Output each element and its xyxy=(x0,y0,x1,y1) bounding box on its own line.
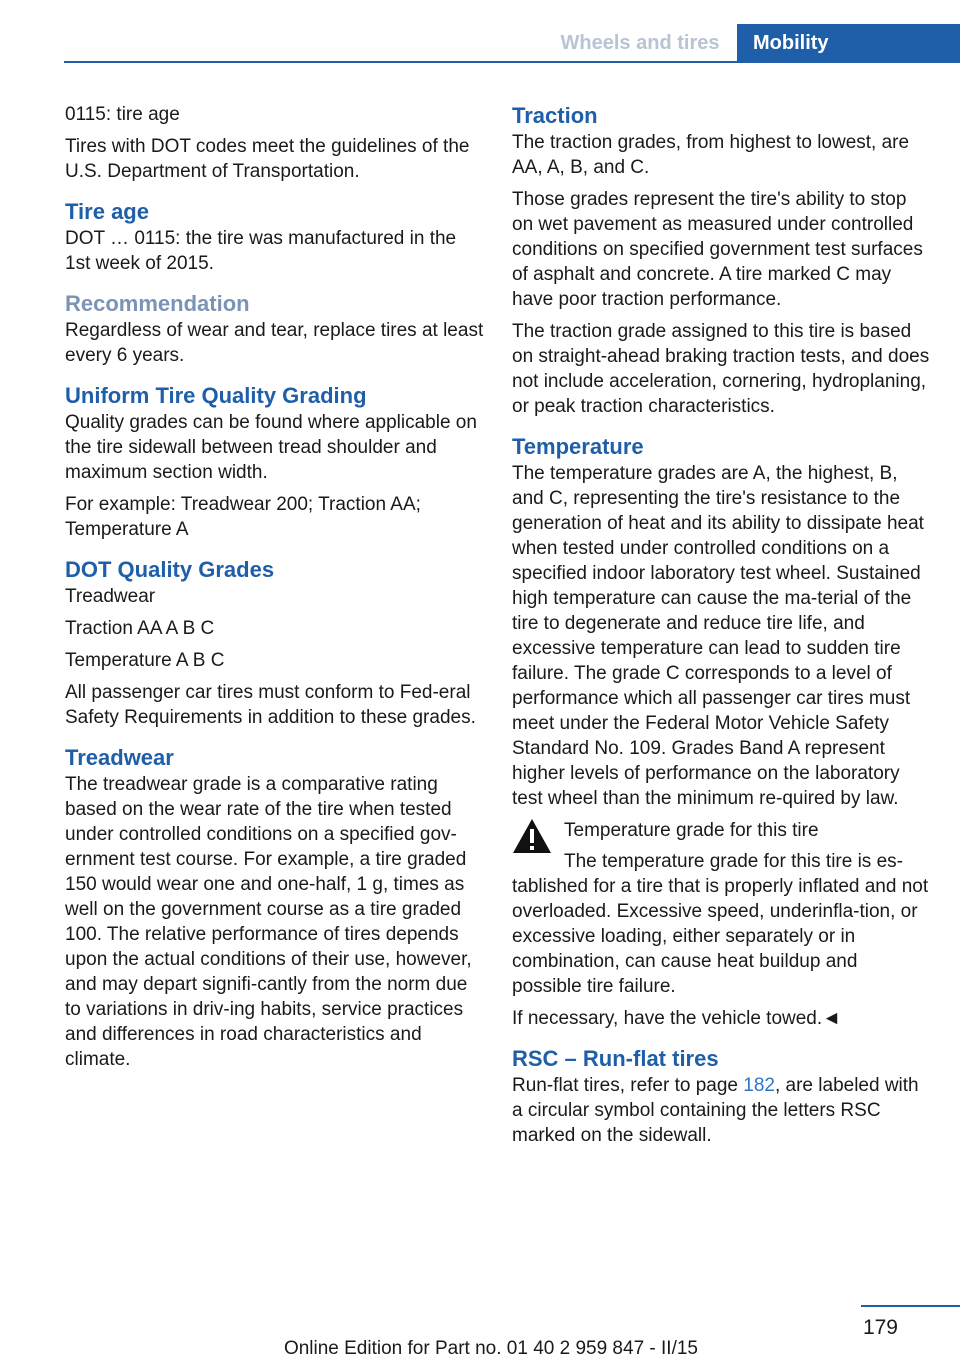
right-column xyxy=(512,102,932,1155)
edition-note: Online Edition for Part no. 01 40 2 959 847 - II/15 xyxy=(283,1338,698,1359)
rsc-heading: RSC – Run-flat tires xyxy=(512,1046,719,1071)
dot-line-traction: Traction AA A B C xyxy=(65,618,215,639)
recommendation-text: Regardless of wear and tear, replace tires at least every 6 years. xyxy=(65,320,484,366)
warning-text: The temperature grade for this tire is es‐tablished for a tire that is properly inflated and not overloaded. Excessive speed, underinfla‐tion, or excessive loading, either separately or in combination, can cause heat buildup and possible tire failure. xyxy=(512,851,929,997)
footer-rule xyxy=(861,1305,960,1307)
rsc-text-end: , are labeled with a circular symbol containing the letters RSC marked on the sidewall. xyxy=(512,1075,919,1146)
warning-triangle-icon xyxy=(512,818,552,854)
treadwear-text: The treadwear grade is a comparative rating based on the wear rate of the tire when tested under controlled conditions on a specified gov‐ernment test course. For example, a tire graded 150 would wear one and one-half, 1 g, times as well on the government course as a tire graded 100. The relative performance of tires depends upon the actual conditions of their use, however, and may depart signifi‐cantly from the norm due to variations in driv‐ing habits, service practices and differences in road characteristics and climate. xyxy=(65,774,472,1070)
warning-note: If necessary, have the vehicle towed.◄ xyxy=(512,1008,841,1029)
dot-paragraph: All passenger car tires must conform to Fed‐eral Safety Requirements in addition to these grades. xyxy=(65,682,476,728)
left-column xyxy=(65,102,485,1079)
intro-line: 0115: tire age xyxy=(65,104,180,125)
recommendation-heading: Recommendation xyxy=(65,291,250,316)
page-reference-link[interactable]: 182 xyxy=(743,1075,775,1096)
dot-line-temperature: Temperature A B C xyxy=(65,650,225,671)
traction-paragraph-3: The traction grade assigned to this tire is based on straight-ahead braking traction tests, and does not include acceleration, cornering, hydroplaning, or peak traction characteristics. xyxy=(512,321,930,417)
tire-age-text: DOT … 0115: the tire was manufactured in the 1st week of 2015. xyxy=(65,228,457,274)
dot-line-treadwear: Treadwear xyxy=(65,586,156,607)
page-header xyxy=(0,0,960,62)
rsc-text-start: Run-flat tires, refer to page xyxy=(512,1075,744,1096)
chapter-tab[interactable]: Mobility xyxy=(737,24,960,62)
utqg-paragraph-1: Quality grades can be found where applicable on the tire sidewall between tread shoulder and maximum section width. xyxy=(65,412,477,483)
dot-grades-heading: DOT Quality Grades xyxy=(65,557,275,582)
temperature-heading: Temperature xyxy=(512,434,644,459)
rsc-paragraph xyxy=(512,1073,932,1148)
treadwear-heading: Treadwear xyxy=(65,745,174,770)
warning-box xyxy=(512,818,932,1031)
section-tab[interactable]: Wheels and tires xyxy=(560,31,720,54)
utqg-heading: Uniform Tire Quality Grading xyxy=(65,383,367,408)
warning-title: Temperature grade for this tire xyxy=(564,820,819,841)
temperature-text: The temperature grades are A, the highest, B, and C, representing the tire's resistance to the generation of heat and its ability to dissipate heat when tested under controlled conditions on a specified indoor laboratory test wheel. Sustained high temperature can cause the ma‐terial of the tire to degenerate and reduce tire life, and excessive temperature can lead to sudden tire failure. The grade C corresponds to a level of performance which all passenger car tires must meet under the Federal Motor Vehicle Safety Standard No. 109. Grades Band A represent higher levels of performance on the laboratory test wheel than the minimum re‐quired by law. xyxy=(512,463,924,809)
page-number: 179 xyxy=(862,1316,898,1339)
traction-paragraph-1: The traction grades, from highest to lowest, are AA, A, B, and C. xyxy=(512,132,910,178)
traction-heading: Traction xyxy=(512,103,598,128)
traction-paragraph-2: Those grades represent the tire's ability to stop on wet pavement as measured under controlled conditions on specified government test surfaces of asphalt and concrete. A tire marked C may have poor traction performance. xyxy=(512,189,923,310)
header-rule xyxy=(64,61,960,63)
utqg-paragraph-2: For example: Treadwear 200; Traction AA; Temperature A xyxy=(65,494,421,540)
intro-paragraph: Tires with DOT codes meet the guidelines of the U.S. Department of Transportation. xyxy=(65,136,470,182)
tire-age-heading: Tire age xyxy=(65,199,149,224)
